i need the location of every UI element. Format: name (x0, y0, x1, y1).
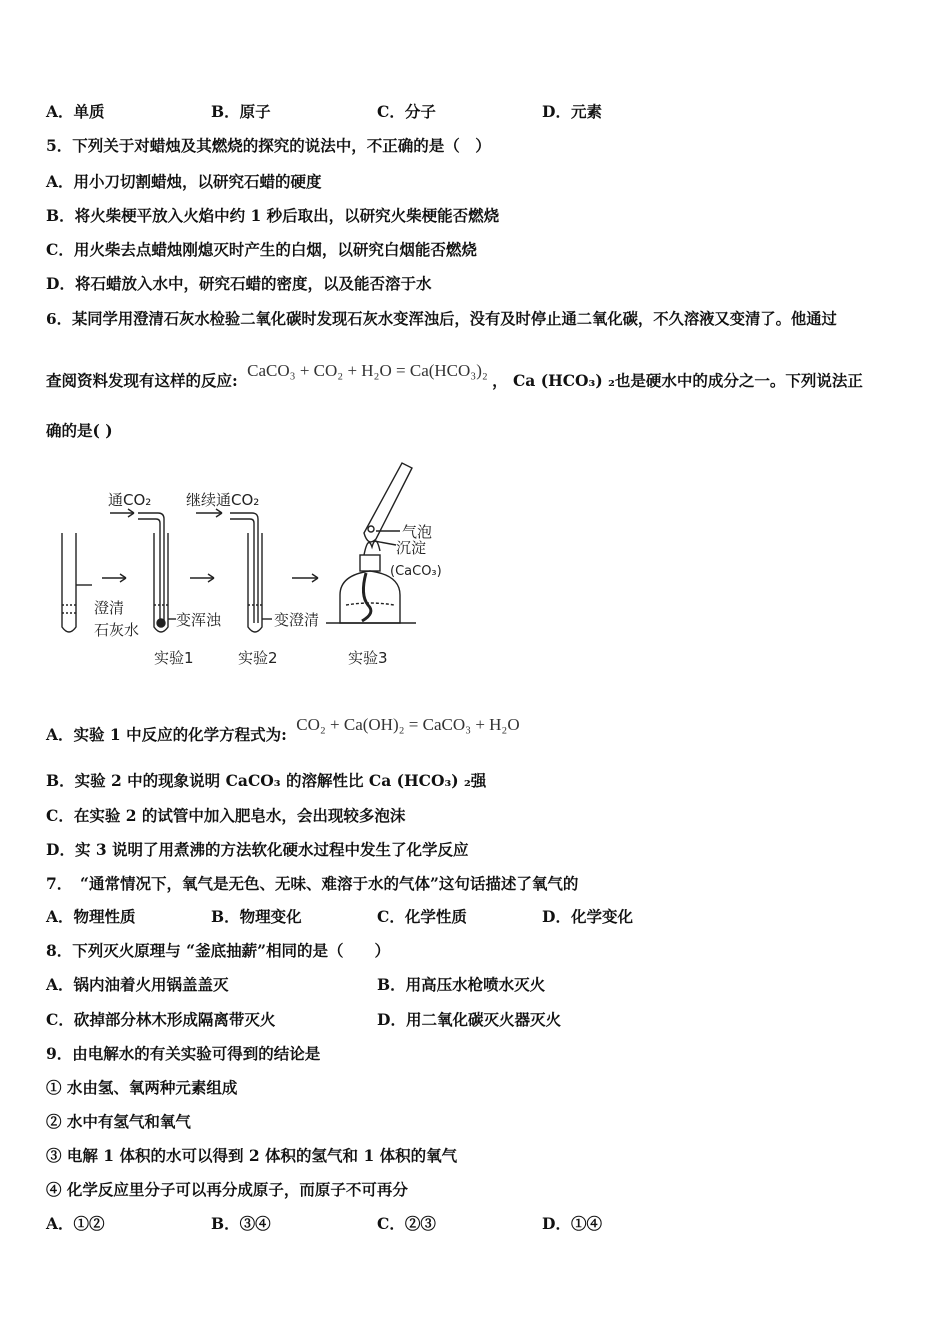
q6-stem-line2 (46, 361, 863, 391)
q5-option-b: B．将火柴梗平放入火焰中约 1 秒后取出，以研究火柴梗能否燃烧 (46, 206, 500, 225)
q4-option-a: A．单质 (46, 102, 105, 121)
fig-label-turbid: 变浑浊 (176, 611, 222, 629)
q6-option-b: B．实验 2 中的现象说明 CaCO₃ 的溶解性比 Ca (HCO₃) ₂强 (46, 771, 487, 790)
q9-statement-2: ② 水中有氢气和氧气 (46, 1112, 191, 1131)
q5-stem: 5．下列关于对蜡烛及其燃烧的探究的说法中，不正确的是（ ） (46, 136, 491, 155)
q6-option-a-formula: CO₂ + Ca(OH)₂ = CaCO₃ + H₂O (296, 715, 520, 734)
fig-label-precip: 沉淀 (396, 539, 427, 557)
fig-exp3: 实验3 (348, 649, 388, 667)
q4-option-d: D．元素 (542, 102, 602, 121)
fig-label-caco3: (CaCO₃) (390, 564, 442, 579)
q9-option-a: A．①② (46, 1214, 105, 1233)
fig-label-clear2: 石灰水 (94, 621, 140, 639)
fig-label-co2: 通CO₂ (108, 491, 152, 509)
arrow-icon (292, 574, 318, 582)
fig-exp2: 实验2 (238, 649, 278, 667)
q6-stem-prefix: 查阅资料发现有这样的反应: (46, 371, 238, 390)
q6-option-a-prefix: A．实验 1 中反应的化学方程式为: (46, 725, 287, 744)
reaction-left: CaCO₃ + CO₂ + H₂O (247, 361, 392, 380)
q8-option-d: D．用二氧化碳灭火器灭火 (377, 1010, 561, 1029)
q6-option-c: C．在实验 2 的试管中加入肥皂水，会出现较多泡沫 (46, 806, 406, 825)
fig-label-clear1: 澄清 (94, 599, 125, 617)
q9-statement-3: ③ 电解 1 体积的水可以得到 2 体积的氢气和 1 体积的氧气 (46, 1146, 458, 1165)
test-tube-icon (248, 533, 262, 632)
q9-option-b: B．③④ (211, 1214, 271, 1233)
q5-option-d: D．将石蜡放入水中，研究石蜡的密度，以及能否溶于水 (46, 274, 432, 293)
q5-option-a: A．用小刀切割蜡烛，以研究石蜡的硬度 (46, 172, 322, 191)
q6-stem-line3: 确的是( ) (46, 421, 113, 440)
q7-option-d: D．化学变化 (542, 907, 633, 926)
q8-stem: 8．下列灭火原理与 “釜底抽薪”相同的是（ ） (46, 941, 391, 960)
q7-option-b: B．物理变化 (211, 907, 302, 926)
reaction-right: Ca(HCO₃)₂ (409, 361, 488, 380)
q6-stem-line1: 6．某同学用澄清石灰水检验二氧化碳时发现石灰水变浑浊后，没有及时停止通二氧化碳，不久溶液又变清了。他通过 (46, 310, 837, 328)
q4-option-c: C．分子 (377, 102, 436, 121)
reaction-eq: = (396, 361, 406, 380)
q9-statement-4: ④ 化学反应里分子可以再分成原子，而原子不可再分 (46, 1180, 408, 1199)
fig-label-continue: 继续通CO₂ (186, 491, 260, 509)
q8-option-b: B．用高压水枪喷水灭火 (377, 975, 546, 994)
q4-option-b: B．原子 (211, 102, 271, 121)
q9-option-c: C．②③ (377, 1214, 436, 1233)
test-tube-icon (62, 533, 76, 632)
q9-statement-1: ① 水由氢、氧两种元素组成 (46, 1078, 238, 1097)
q9-option-d: D．①④ (542, 1214, 602, 1233)
arrow-icon (190, 574, 214, 582)
q5-option-c: C．用火柴去点蜡烛刚熄灭时产生的白烟，以研究白烟能否燃烧 (46, 240, 477, 259)
q7-stem: 7． “通常情况下，氧气是无色、无味、难溶于水的气体”这句话描述了氧气的 (46, 874, 579, 893)
q6-stem-suffix: ， Ca (HCO₃) ₂也是硬水中的成分之一。下列说法正 (492, 371, 863, 390)
arrow-icon (102, 574, 126, 582)
q6-option-a (46, 715, 520, 745)
q6-reaction (247, 361, 492, 380)
fig-label-bubble: 气泡 (402, 523, 433, 541)
test-tube-icon (154, 533, 168, 632)
q8-option-a: A．锅内油着火用锅盖盖灭 (46, 975, 229, 994)
q7-option-c: C．化学性质 (377, 907, 467, 926)
q7-option-a: A．物理性质 (46, 907, 136, 926)
q8-option-c: C．砍掉部分林木形成隔离带灭火 (46, 1010, 276, 1029)
experiment-figure (46, 455, 466, 680)
fig-exp1: 实验1 (154, 649, 194, 667)
q6-option-d: D．实 3 说明了用煮沸的方法软化硬水过程中发生了化学反应 (46, 840, 469, 859)
fig-label-clear-again: 变澄清 (274, 611, 320, 629)
q9-stem: 9．由电解水的有关实验可得到的结论是 (46, 1044, 321, 1063)
